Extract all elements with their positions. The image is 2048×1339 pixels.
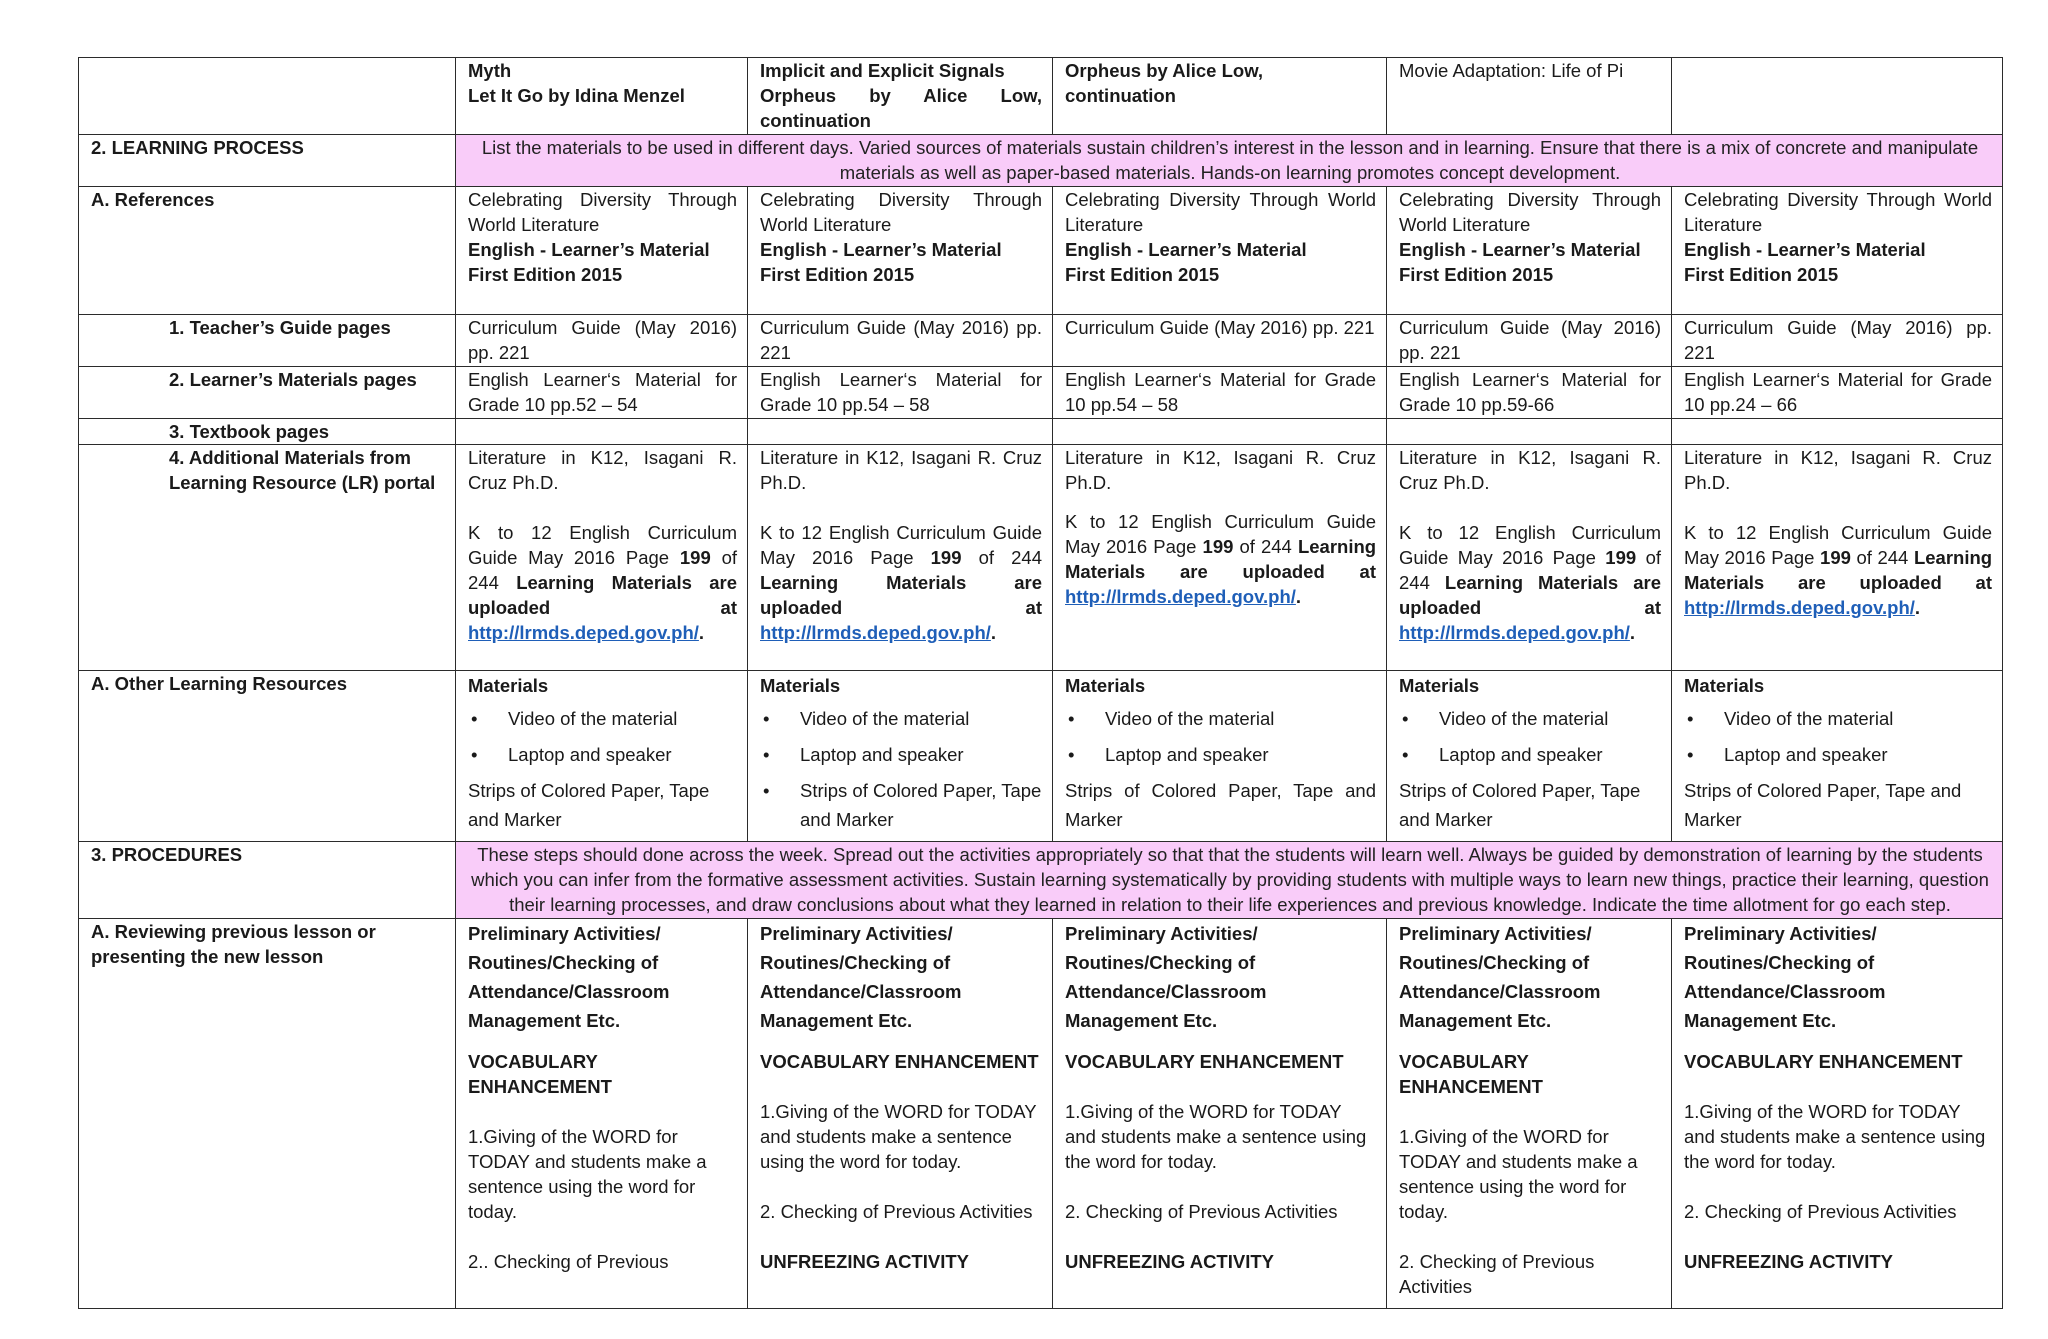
book-edition: First Edition 2015 xyxy=(1065,264,1220,285)
materials-list xyxy=(1684,704,1992,769)
book-material: English - Learner’s Material xyxy=(468,239,710,260)
guide-page-number: 199 xyxy=(679,547,711,568)
guide-page-number: 199 xyxy=(1605,547,1637,568)
unfreezing-activity: UNFREEZING ACTIVITY xyxy=(1684,1251,1893,1272)
list-item: • Laptop and speaker xyxy=(1065,740,1376,769)
list-item: • Video of the material xyxy=(1399,704,1661,733)
additional-materials-cell xyxy=(456,445,748,671)
word-for-today: 1.Giving of the WORD for TODAY and students make a sentence using the word for today. xyxy=(468,1126,707,1222)
day2-title: Orpheus by Alice Low, continuation xyxy=(760,85,1042,131)
book-material: English - Learner’s Material xyxy=(1684,239,1926,260)
reviewing-cell xyxy=(456,919,748,1309)
unfreezing-activity: UNFREEZING ACTIVITY xyxy=(1065,1251,1274,1272)
word-for-today: 1.Giving of the WORD for TODAY and students make a sentence using the word for today. xyxy=(1684,1101,1986,1172)
teachers-guide-row xyxy=(79,315,2003,367)
book-title: Celebrating Diversity Through World Literature xyxy=(760,189,1042,235)
day4-title: Movie Adaptation: Life of Pi xyxy=(1399,60,1624,81)
textbook-label: 3. Textbook pages xyxy=(79,419,456,445)
guide-page-number: 199 xyxy=(1820,547,1851,568)
book-title: Celebrating Diversity Through World Literature xyxy=(1065,189,1376,235)
header-cell-day1 xyxy=(456,58,748,135)
book-edition: First Edition 2015 xyxy=(468,264,623,285)
guide-reference: K to 12 English Curriculum Guide May 2016 Page xyxy=(760,522,1042,568)
textbook-cell xyxy=(456,419,748,445)
literature-reference: Literature in K12, Isagani R. Cruz Ph.D. xyxy=(1399,447,1661,493)
uploaded-note: Learning Materials are uploaded at xyxy=(760,572,1042,618)
list-item: • Laptop and speaker xyxy=(1684,740,1992,769)
header-row xyxy=(79,58,2003,135)
guide-page-total: of 244 xyxy=(1399,547,1661,593)
preliminary-activities: Preliminary Activities/ Routines/Checking of Attendance/Classroom Management Etc. xyxy=(760,923,962,1031)
materials-heading: Materials xyxy=(1399,675,1480,696)
checking-previous: 2. Checking of Previous Activities xyxy=(760,1201,1033,1222)
additional-materials-label: 4. Additional Materials from Learning Resource (LR) portal xyxy=(79,445,456,671)
learning-process-note: List the materials to be used in different days. Varied sources of materials sustain children’s interest in the lesson and in learning. Ensure that there is a mix of concrete and manipulate materials as well as paper-based materials. Hands-on learning promotes concept development. xyxy=(456,135,2003,187)
additional-materials-cell xyxy=(748,445,1053,671)
bullet-icon: • xyxy=(763,780,770,801)
strips-item: Strips of Colored Paper, Tape and Marker xyxy=(1684,780,1962,830)
vocabulary-heading: VOCABULARY ENHANCEMENT xyxy=(1065,1051,1344,1072)
guide-page-total: of 244 xyxy=(1856,547,1909,568)
bullet-icon: • xyxy=(471,708,478,729)
day1-title: Let It Go by Idina Menzel xyxy=(468,85,685,106)
book-edition: First Edition 2015 xyxy=(760,264,915,285)
checking-previous: 2. Checking of Previous Activities xyxy=(1399,1251,1595,1297)
header-cell-day5 xyxy=(1672,58,2003,135)
procedures-note: These steps should done across the week. Spread out the activities appropriately so that that the students will learn well. Always be guided by demonstration of learning by the students which you can infer from the formative assessment activities. Sustain learning systematically by providing students with multiple ways to learn new things, practice their learning, question their learning processes, and draw conclusions about what they learned in relation to their life experiences and previous knowledge. Indicate the time allotment for go each step. xyxy=(456,842,2003,919)
teachers-guide-label: 1. Teacher’s Guide pages xyxy=(79,315,456,367)
learners-materials-cell: English Learner‘s Material for Grade 10 pp.24 – 66 xyxy=(1672,367,2003,419)
reviewing-cell xyxy=(748,919,1053,1309)
lesson-plan-page xyxy=(78,57,2002,1309)
vocabulary-heading: VOCABULARY ENHANCEMENT xyxy=(1399,1051,1543,1097)
checking-previous: 2. Checking of Previous Activities xyxy=(1684,1201,1957,1222)
textbook-row xyxy=(79,419,2003,445)
list-item: • Video of the material xyxy=(1684,704,1992,733)
book-edition: First Edition 2015 xyxy=(1399,264,1554,285)
references-label: A. References xyxy=(79,187,456,315)
teachers-guide-cell: Curriculum Guide (May 2016) pp. 221 xyxy=(1387,315,1672,367)
teachers-guide-cell: Curriculum Guide (May 2016) pp. 221 xyxy=(1672,315,2003,367)
period: . xyxy=(1914,597,1921,618)
materials-list xyxy=(1065,704,1376,769)
references-cell xyxy=(748,187,1053,315)
reviewing-row xyxy=(79,919,2003,1309)
unfreezing-activity: UNFREEZING ACTIVITY xyxy=(760,1251,969,1272)
literature-reference: Literature in K12, Isagani R. Cruz Ph.D. xyxy=(760,447,1042,493)
guide-reference: K to 12 English Curriculum Guide May 2016 Page xyxy=(1399,522,1661,568)
procedures-row xyxy=(79,842,2003,919)
bullet-icon: • xyxy=(763,744,770,765)
uploaded-note: Learning Materials are uploaded at xyxy=(1684,547,1993,593)
other-resources-cell xyxy=(1053,671,1387,842)
teachers-guide-cell: Curriculum Guide (May 2016) pp. 221 xyxy=(748,315,1053,367)
literature-reference: Literature in K12, Isagani R. Cruz Ph.D. xyxy=(1684,447,1992,493)
learning-process-row xyxy=(79,135,2003,187)
guide-page-total: of 244 xyxy=(978,547,1043,568)
reviewing-cell xyxy=(1053,919,1387,1309)
word-for-today: 1.Giving of the WORD for TODAY and students make a sentence using the word for today. xyxy=(1399,1126,1638,1222)
bullet-icon: • xyxy=(1402,744,1409,765)
other-resources-cell xyxy=(748,671,1053,842)
references-cell xyxy=(1053,187,1387,315)
learners-materials-row xyxy=(79,367,2003,419)
strips-item: Strips of Colored Paper, Tape and Marker xyxy=(1399,780,1641,830)
bullet-icon: • xyxy=(471,744,478,765)
preliminary-activities: Preliminary Activities/ Routines/Checking of Attendance/Classroom Management Etc. xyxy=(468,923,670,1031)
teachers-guide-cell: Curriculum Guide (May 2016) pp. 221 xyxy=(456,315,748,367)
references-cell xyxy=(1387,187,1672,315)
additional-materials-row xyxy=(79,445,2003,671)
guide-page-total: of 244 xyxy=(468,547,738,593)
other-resources-cell xyxy=(1672,671,2003,842)
bullet-icon: • xyxy=(1687,744,1694,765)
textbook-cell xyxy=(748,419,1053,445)
guide-reference: K to 12 English Curriculum Guide May 2016 Page xyxy=(1065,511,1376,557)
day3-title: Orpheus by Alice Low, continuation xyxy=(1065,60,1264,106)
literature-reference: Literature in K12, Isagani R. Cruz Ph.D. xyxy=(1065,447,1376,493)
materials-list xyxy=(468,704,737,769)
other-resources-row xyxy=(79,671,2003,842)
learners-materials-label: 2. Learner’s Materials pages xyxy=(79,367,456,419)
list-item: • Video of the material xyxy=(1065,704,1376,733)
guide-page-total: of 244 xyxy=(1239,536,1292,557)
reviewing-cell xyxy=(1387,919,1672,1309)
strips-item: Strips of Colored Paper, Tape and Marker xyxy=(468,780,710,830)
checking-previous: 2. Checking of Previous Activities xyxy=(1065,1201,1338,1222)
preliminary-activities: Preliminary Activities/ Routines/Checking of Attendance/Classroom Management Etc. xyxy=(1065,923,1267,1031)
period: . xyxy=(1629,622,1636,643)
checking-previous: 2.. Checking of Previous xyxy=(468,1251,669,1272)
textbook-cell xyxy=(1387,419,1672,445)
header-label-cell xyxy=(79,58,456,135)
list-item: • Laptop and speaker xyxy=(760,740,1042,769)
materials-list xyxy=(760,704,1042,834)
book-title: Celebrating Diversity Through World Literature xyxy=(1399,189,1661,235)
teachers-guide-cell: Curriculum Guide (May 2016) pp. 221 xyxy=(1053,315,1387,367)
other-resources-cell xyxy=(456,671,748,842)
other-resources-cell xyxy=(1387,671,1672,842)
list-item: • Video of the material xyxy=(760,704,1042,733)
bullet-icon: • xyxy=(1068,744,1075,765)
other-resources-label: A. Other Learning Resources xyxy=(79,671,456,842)
learners-materials-cell: English Learner‘s Material for Grade 10 pp.59-66 xyxy=(1387,367,1672,419)
list-item: • Strips of Colored Paper, Tape and Marker xyxy=(760,776,1042,834)
uploaded-note: Learning Materials are uploaded at xyxy=(1065,536,1377,582)
book-material: English - Learner’s Material xyxy=(1065,239,1307,260)
book-edition: First Edition 2015 xyxy=(1684,264,1839,285)
reviewing-cell xyxy=(1672,919,2003,1309)
period: . xyxy=(1295,586,1302,607)
lrmds-link[interactable]: http://lrmds.deped.gov.ph/ xyxy=(468,622,699,643)
materials-heading: Materials xyxy=(1684,675,1765,696)
procedures-label: 3. PROCEDURES xyxy=(79,842,456,919)
book-title: Celebrating Diversity Through World Literature xyxy=(468,189,737,235)
learners-materials-cell: English Learner‘s Material for Grade 10 pp.52 – 54 xyxy=(456,367,748,419)
materials-heading: Materials xyxy=(468,675,549,696)
additional-materials-cell xyxy=(1053,445,1387,671)
preliminary-activities: Preliminary Activities/ Routines/Checking of Attendance/Classroom Management Etc. xyxy=(1684,923,1886,1031)
book-material: English - Learner’s Material xyxy=(760,239,1002,260)
learning-process-label: 2. LEARNING PROCESS xyxy=(79,135,456,187)
guide-page-number: 199 xyxy=(1202,536,1234,557)
period: . xyxy=(698,622,705,643)
lrmds-link[interactable]: http://lrmds.deped.gov.ph/ xyxy=(1684,597,1915,618)
book-title: Celebrating Diversity Through World Literature xyxy=(1684,189,1992,235)
header-cell-day2 xyxy=(748,58,1053,135)
strips-item: Strips of Colored Paper, Tape and Marker xyxy=(1065,780,1376,830)
bullet-icon: • xyxy=(763,708,770,729)
learners-materials-cell: English Learner‘s Material for Grade 10 pp.54 – 58 xyxy=(748,367,1053,419)
daily-lesson-log-table xyxy=(78,57,2003,1309)
list-item: • Video of the material xyxy=(468,704,737,733)
materials-list xyxy=(1399,704,1661,769)
lrmds-link[interactable]: http://lrmds.deped.gov.ph/ xyxy=(760,622,991,643)
day1-topic: Myth xyxy=(468,60,512,81)
lrmds-link[interactable]: http://lrmds.deped.gov.ph/ xyxy=(1065,586,1296,607)
additional-materials-cell xyxy=(1672,445,2003,671)
additional-materials-cell xyxy=(1387,445,1672,671)
book-material: English - Learner’s Material xyxy=(1399,239,1641,260)
bullet-icon: • xyxy=(1068,708,1075,729)
learners-materials-cell: English Learner‘s Material for Grade 10 pp.54 – 58 xyxy=(1053,367,1387,419)
vocabulary-heading: VOCABULARY ENHANCEMENT xyxy=(760,1051,1039,1072)
bullet-icon: • xyxy=(1402,708,1409,729)
list-item: • Laptop and speaker xyxy=(468,740,737,769)
materials-heading: Materials xyxy=(1065,675,1146,696)
guide-reference: K to 12 English Curriculum Guide May 2016 Page xyxy=(1684,522,1992,568)
reviewing-label: A. Reviewing previous lesson or presenting the new lesson xyxy=(79,919,456,1309)
references-row xyxy=(79,187,2003,315)
textbook-cell xyxy=(1672,419,2003,445)
literature-reference: Literature in K12, Isagani R. Cruz Ph.D. xyxy=(468,447,737,493)
uploaded-note: Learning Materials are uploaded at xyxy=(468,572,737,618)
vocabulary-heading: VOCABULARY ENHANCEMENT xyxy=(468,1051,612,1097)
word-for-today: 1.Giving of the WORD for TODAY and students make a sentence using the word for today. xyxy=(760,1101,1037,1172)
period: . xyxy=(990,622,997,643)
uploaded-note: Learning Materials are uploaded at xyxy=(1399,572,1662,618)
guide-reference: K to 12 English Curriculum Guide May 2016 Page xyxy=(468,522,737,568)
vocabulary-heading: VOCABULARY ENHANCEMENT xyxy=(1684,1051,1963,1072)
preliminary-activities: Preliminary Activities/ Routines/Checking of Attendance/Classroom Management Etc. xyxy=(1399,923,1601,1031)
materials-heading: Materials xyxy=(760,675,841,696)
textbook-cell xyxy=(1053,419,1387,445)
word-for-today: 1.Giving of the WORD for TODAY and students make a sentence using the word for today. xyxy=(1065,1101,1367,1172)
header-cell-day4 xyxy=(1387,58,1672,135)
day2-topic: Implicit and Explicit Signals xyxy=(760,60,1005,81)
lrmds-link[interactable]: http://lrmds.deped.gov.ph/ xyxy=(1399,622,1630,643)
guide-page-number: 199 xyxy=(930,547,962,568)
header-cell-day3 xyxy=(1053,58,1387,135)
references-cell xyxy=(456,187,748,315)
references-cell xyxy=(1672,187,2003,315)
list-item: • Laptop and speaker xyxy=(1399,740,1661,769)
bullet-icon: • xyxy=(1687,708,1694,729)
